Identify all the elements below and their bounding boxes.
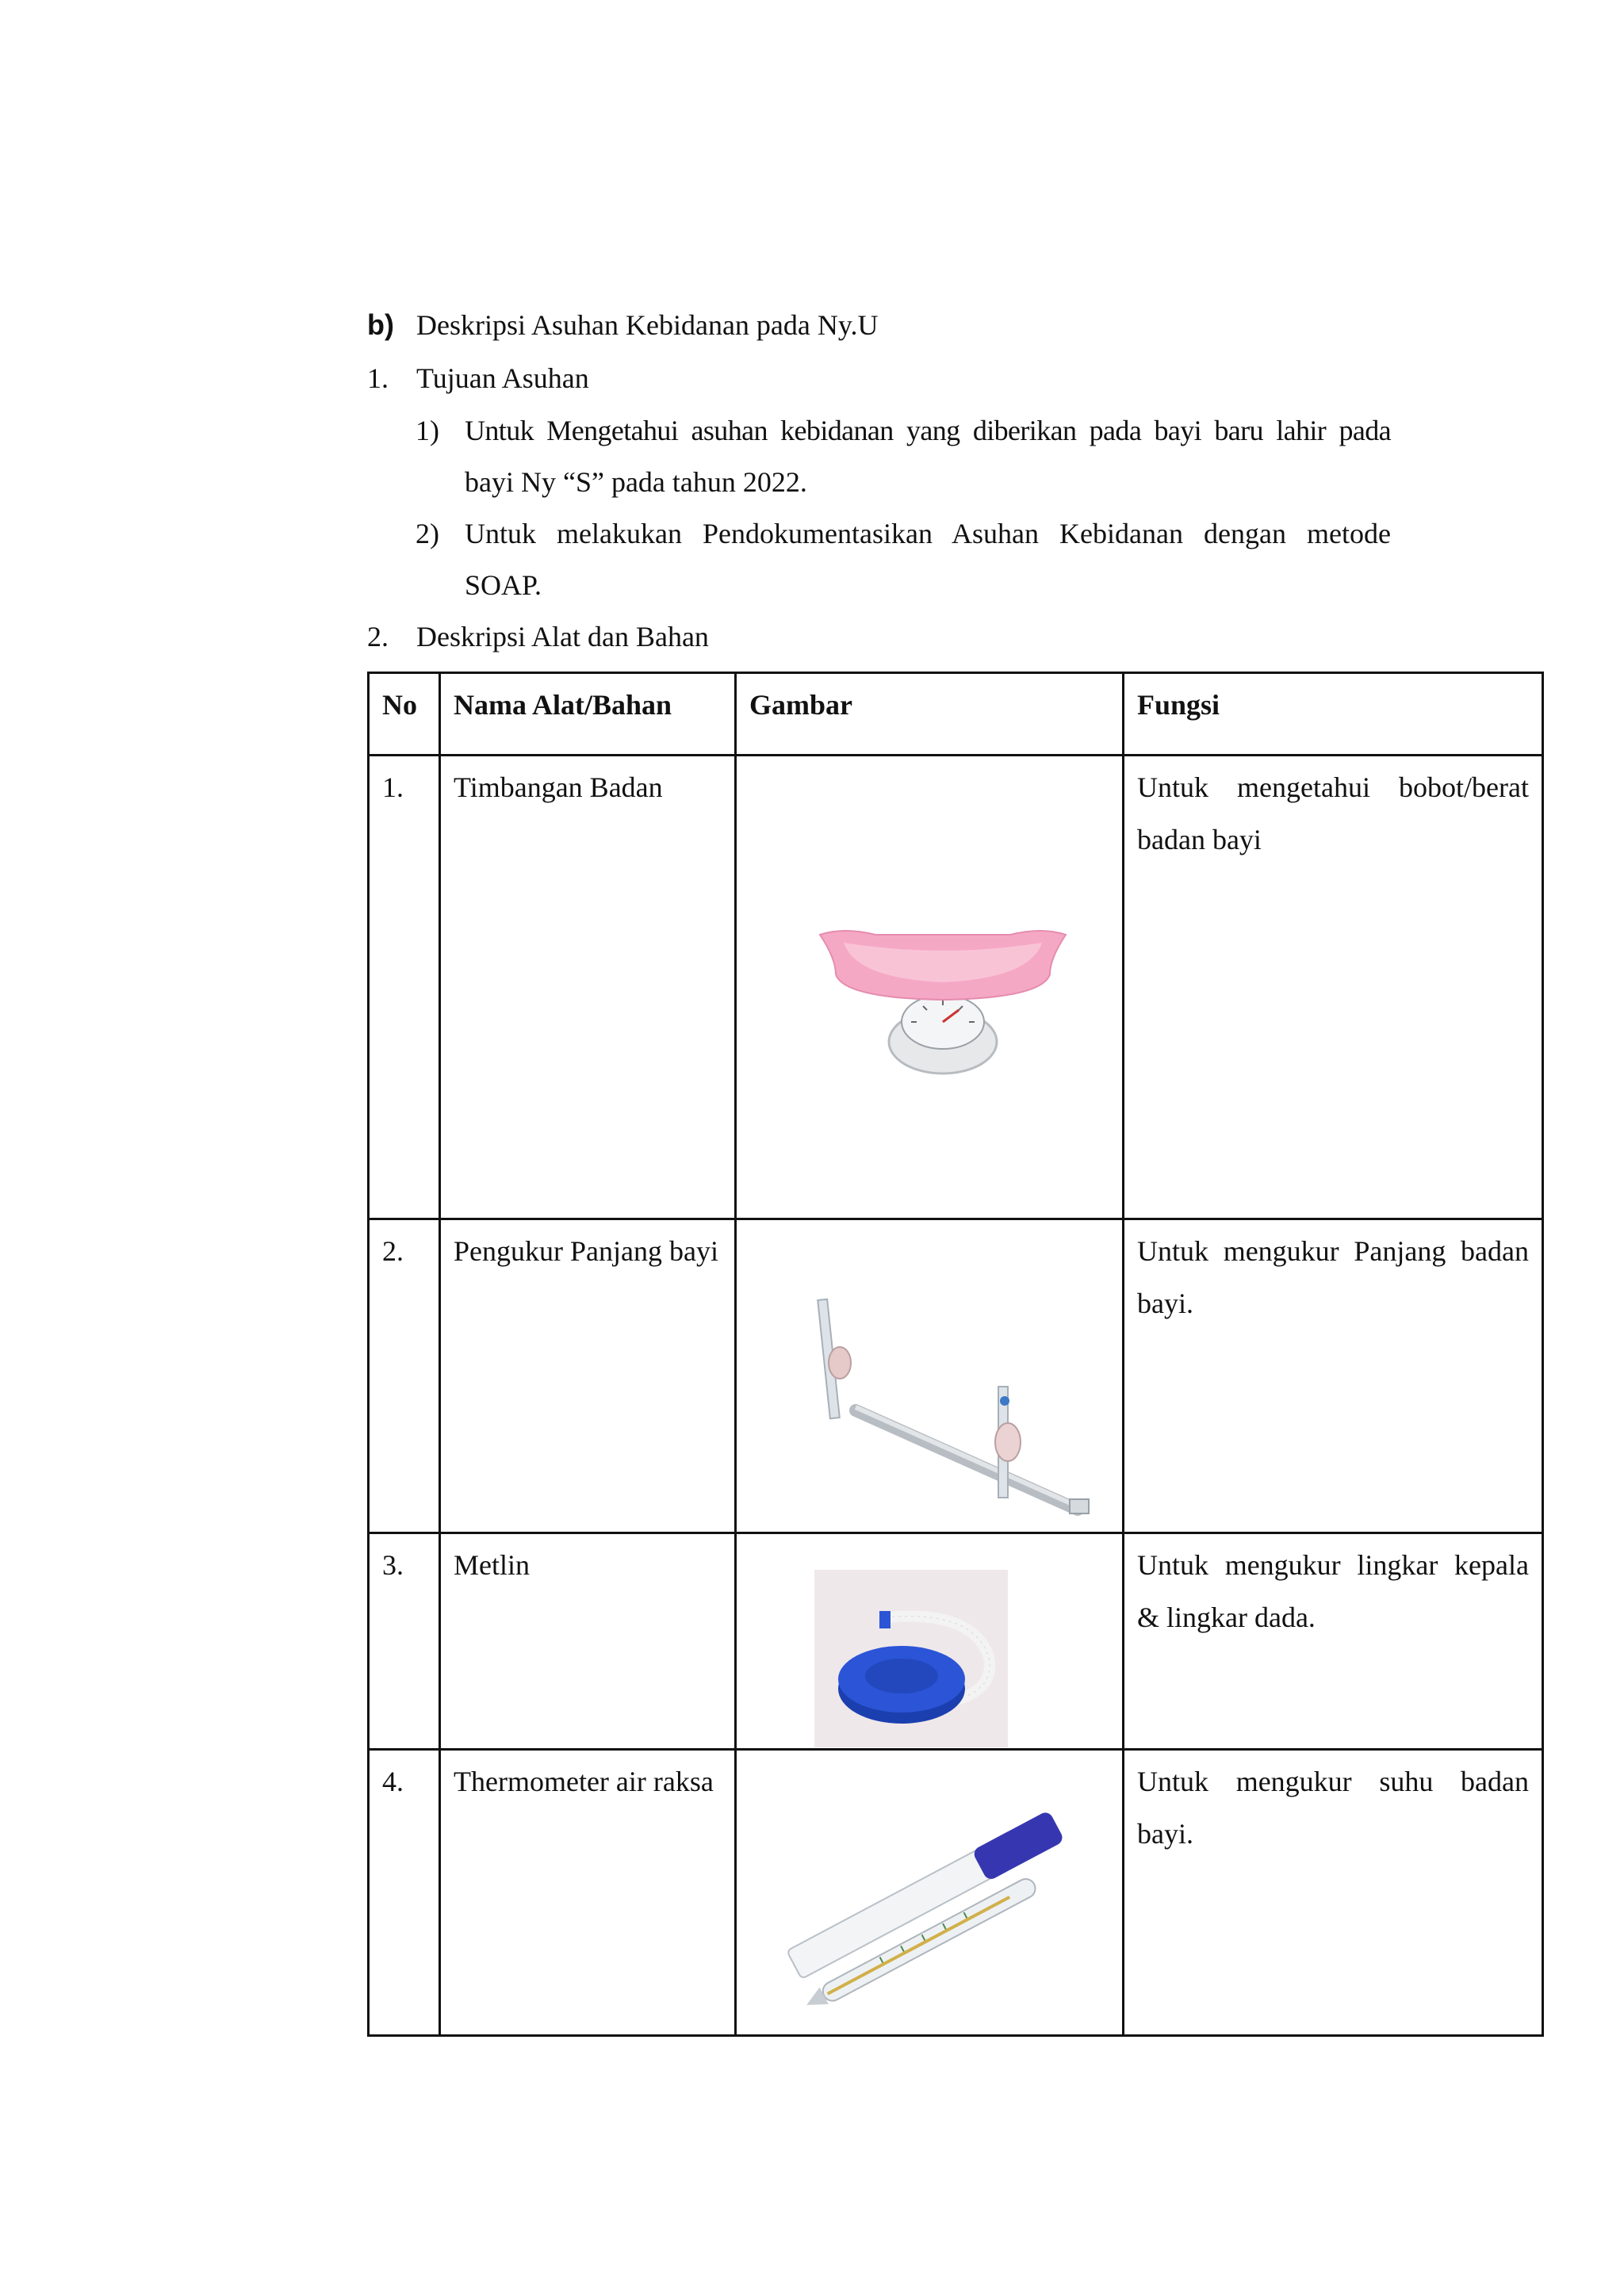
subitem-text-cont: SOAP. — [465, 569, 542, 601]
row-function: Untuk mengetahui bobot/berat badan bayi — [1124, 756, 1543, 1219]
list-title: Tujuan Asuhan — [416, 362, 589, 394]
table-row — [369, 756, 1543, 1219]
section-title: Deskripsi Asuhan Kebidanan pada Ny.U — [416, 309, 879, 341]
header-no: No — [369, 673, 440, 756]
header-name: Nama Alat/Bahan — [440, 673, 736, 756]
row-name: Thermometer air raksa — [440, 1750, 736, 2036]
row-no: 1. — [369, 756, 440, 1219]
row-name: Metlin — [440, 1533, 736, 1750]
table-row — [369, 1219, 1543, 1533]
row-no: 2. — [369, 1219, 440, 1533]
list-number: 1. — [367, 362, 389, 394]
row-name: Timbangan Badan — [440, 756, 736, 1219]
subitem-text-cont: bayi Ny “S” pada tahun 2022. — [465, 466, 807, 498]
table-header-row — [369, 673, 1543, 756]
section-marker: b) — [367, 308, 394, 341]
subitem-number: 1) — [416, 415, 439, 446]
list-item-tujuan — [367, 361, 589, 396]
row-image-cell — [736, 1750, 1124, 2036]
length-measurer-icon — [808, 1268, 1125, 1521]
row-no: 3. — [369, 1533, 440, 1750]
row-function: Untuk mengukur Panjang badan bayi. — [1124, 1219, 1543, 1533]
table-row — [369, 1750, 1543, 2036]
subitem-text: Untuk Mengetahui asuhan kebidanan yang diberikan pada bayi baru lahir pada — [465, 415, 1391, 446]
tape-measure-icon — [814, 1570, 1008, 1747]
tools-table — [367, 672, 1544, 2037]
row-name: Pengukur Panjang bayi — [440, 1219, 736, 1533]
row-image-cell — [736, 756, 1124, 1219]
list-title: Deskripsi Alat dan Bahan — [416, 621, 709, 652]
row-image-cell — [736, 1219, 1124, 1533]
row-no: 4. — [369, 1750, 440, 2036]
list-item-deskripsi — [367, 619, 709, 654]
header-function: Fungsi — [1124, 673, 1543, 756]
header-image: Gambar — [736, 673, 1124, 756]
table-row — [369, 1533, 1543, 1750]
subitem-text: Untuk melakukan Pendokumentasikan Asuhan Kebidanan dengan metode — [465, 518, 1391, 549]
subitem-number: 2) — [416, 518, 439, 549]
row-function: Untuk mengukur lingkar kepala & lingkar dada. — [1124, 1533, 1543, 1750]
list-number: 2. — [367, 621, 389, 652]
row-image-cell — [736, 1533, 1124, 1750]
mercury-thermometer-icon — [764, 1782, 1097, 2020]
row-function: Untuk mengukur suhu badan bayi. — [1124, 1750, 1543, 2036]
section-heading — [367, 308, 879, 342]
baby-scale-icon — [812, 903, 1074, 1077]
